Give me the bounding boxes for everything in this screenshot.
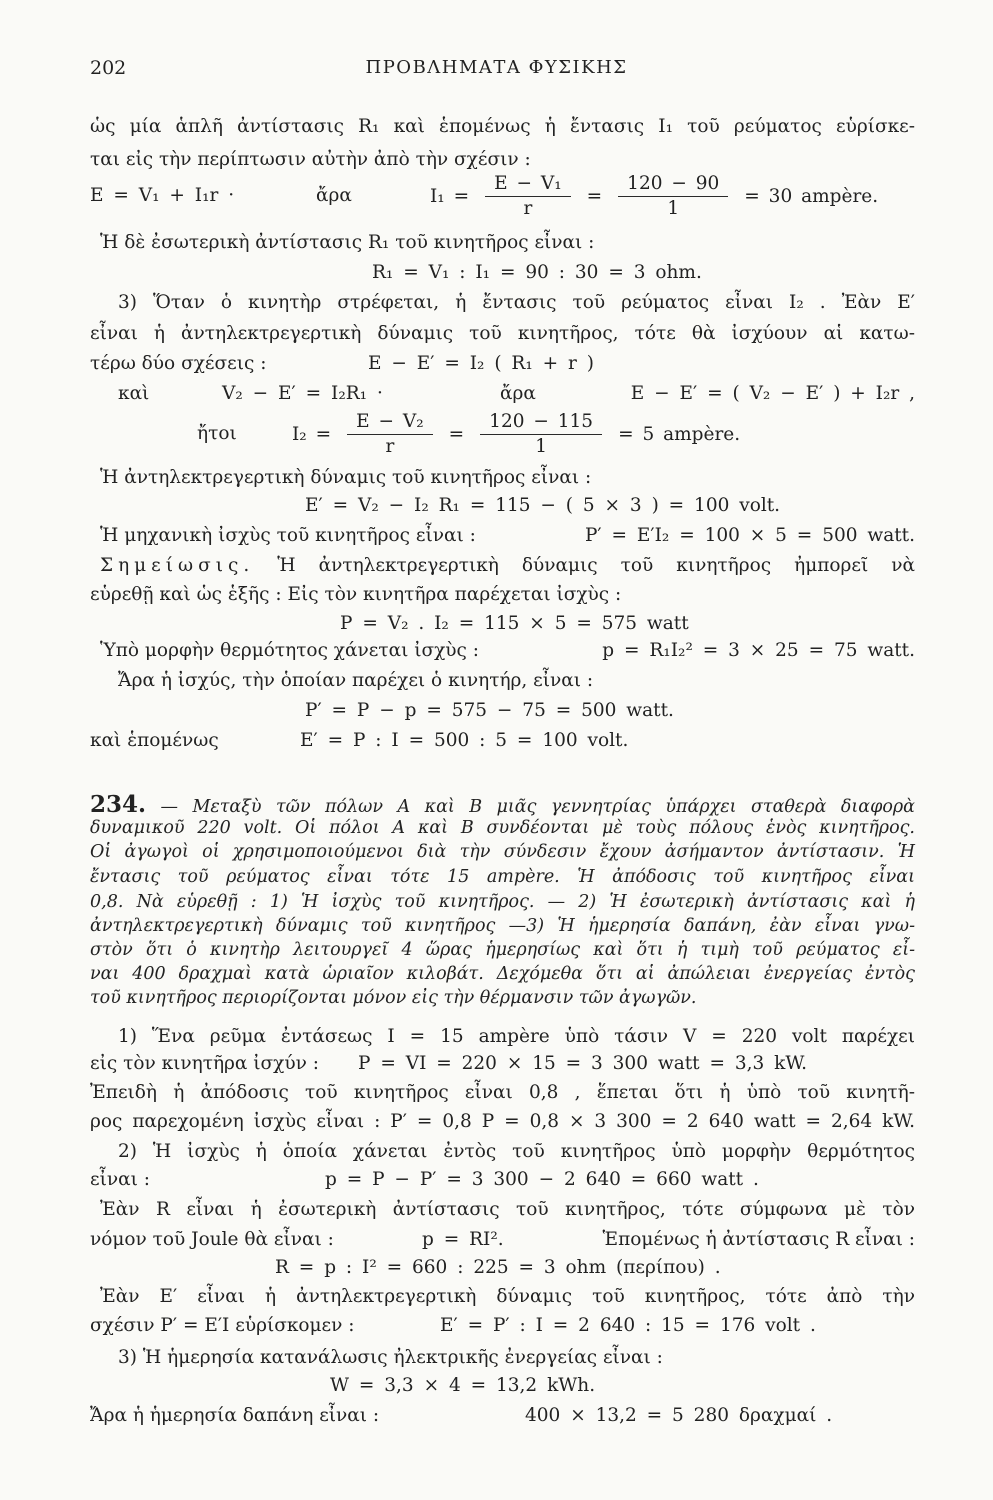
connector-word: ἄρα: [500, 383, 536, 404]
text-line: Ὑπὸ μορφὴν θερμότητος χάνεται ἰσχὺς :: [100, 640, 480, 661]
page-number: 202: [90, 57, 127, 79]
equation: p = P − P′ = 3 300 − 2 640 = 660 watt .: [325, 1169, 759, 1190]
problem-statement-line: Οἱ ἀγωγοὶ οἱ χρησιμοποιούμενοι διὰ τὴν σύνδεσιν ἔχουν ἀσήμαντον ἀντίστασιν. Ἡ: [90, 842, 915, 862]
equation: R = p : I² = 660 : 225 = 3 ohm (περίπου) .: [275, 1257, 721, 1278]
equation: P′ = P − p = 575 − 75 = 500 watt.: [305, 700, 674, 721]
equation: R₁ = V₁ : I₁ = 90 : 30 = 3 ohm.: [372, 262, 702, 283]
equation: E′ = V₂ − I₂ R₁ = 115 − ( 5 × 3 ) = 100 volt.: [305, 495, 781, 516]
problem-number: 234.: [90, 791, 147, 818]
problem-text: — Μεταξὺ τῶν πόλων A καὶ B μιᾶς γεννητρίας ὑπάρχει σταθερὰ διαφορὰ: [146, 797, 915, 817]
fraction-denominator: 1: [535, 435, 547, 457]
equation-line: [0, 171, 993, 221]
text-line: Ἐὰν R εἶναι ἡ ἐσωτερικὴ ἀντίστασις τοῦ κινητῆρος, τότε σύμφωνα μὲ τὸν: [100, 1199, 915, 1220]
equation: E − E′ = ( V₂ − E′ ) + I₂r ,: [630, 383, 915, 404]
equation: 400 × 13,2 = 5 280 δραχμαί .: [525, 1405, 833, 1426]
connector-word: ἄρα: [316, 185, 352, 206]
equation-result: = 30 ampère.: [744, 185, 879, 207]
note-label: Σημείωσις.: [100, 555, 255, 576]
text-line: εἶναι ἡ ἀντηλεκτρεγερτικὴ δύναμις τοῦ κινητῆρος, τότε θὰ ἰσχύουν αἱ κατω-: [90, 323, 915, 344]
equation: P = VI = 220 × 15 = 3 300 watt = 3,3 kW.: [358, 1053, 808, 1074]
text-line: νόμον τοῦ Joule θὰ εἶναι :: [90, 1229, 334, 1250]
fraction-denominator: 1: [667, 197, 680, 219]
text-line: Ἐπειδὴ ἡ ἀπόδοσις τοῦ κινητῆρος εἶναι 0,8 , ἕπεται ὅτι ἡ ὑπὸ τοῦ κινητῆ-: [90, 1082, 915, 1103]
text-line: τέρω δύο σχέσεις :: [90, 353, 267, 374]
text-line: ται εἰς τὴν περίπτωσιν αὐτὴν ἀπὸ τὴν σχέσιν :: [90, 149, 531, 170]
equals-sign: =: [586, 185, 603, 207]
running-title: ΠΡΟΒΛΗΜΑΤΑ ΦΥΣΙΚΗΣ: [365, 57, 628, 78]
equals-sign: =: [448, 423, 465, 445]
text-line: σχέσιν P′ = E′I εὑρίσκομεν :: [90, 1315, 355, 1336]
problem-statement-line: ἔντασις τοῦ ρεύματος εἶναι τότε 15 ampère. Ἡ ἀπόδοσις τοῦ κινητῆρος εἶναι: [90, 867, 915, 887]
equation-line: [0, 409, 993, 459]
text-line: Ἑπομένως ἡ ἀντίστασις R εἶναι :: [602, 1229, 915, 1250]
fraction-equation: [292, 409, 740, 459]
equation-variable: I₂ =: [292, 423, 332, 445]
equation: E′ = P : I = 500 : 5 = 100 volt.: [300, 730, 629, 751]
problem-statement-line: δυναμικοῦ 220 volt. Οἱ πόλοι A καὶ B συνδέονται μὲ τοὺς πόλους ἑνὸς κινητῆρος.: [90, 818, 915, 838]
connector-word: ἤτοι: [197, 423, 237, 444]
text-line: εἶναι :: [90, 1169, 150, 1190]
equation: E − E′ = I₂ ( R₁ + r ): [368, 353, 594, 374]
text-line: εὑρεθῇ καὶ ὡς ἑξῆς : Εἰς τὸν κινητῆρα παρέχεται ἰσχὺς :: [90, 584, 622, 605]
equation: W = 3,3 × 4 = 13,2 kWh.: [330, 1375, 596, 1396]
fraction: [485, 172, 571, 221]
fraction-numerator: E − V₁: [485, 172, 571, 197]
text-line: ρος παρεχομένη ἰσχὺς εἶναι : P′ = 0,8 P = 0,8 × 3 300 = 2 640 watt = 2,64 kW.: [90, 1111, 915, 1132]
fraction: [618, 172, 728, 221]
equation: P = V₂ . I₂ = 115 × 5 = 575 watt: [340, 613, 689, 634]
text-line: 2) Ἡ ἰσχὺς ἡ ὁποία χάνεται ἐντὸς τοῦ κινητῆρος ὑπὸ μορφὴν θερμότητος: [118, 1141, 915, 1162]
equation: p = RI².: [422, 1229, 504, 1250]
problem-statement-line: 0,8. Νὰ εὑρεθῇ : 1) Ἡ ἰσχὺς τοῦ κινητῆρος. — 2) Ἡ ἐσωτερικὴ ἀντίστασις καὶ ἡ: [90, 892, 915, 912]
equation: p = R₁I₂² = 3 × 25 = 75 watt.: [602, 640, 915, 661]
equation-result: = 5 ampère.: [618, 423, 741, 445]
fraction-numerator: E − V₂: [347, 410, 433, 435]
problem-statement-line: τοῦ κινητῆρος περιορίζονται μόνον εἰς τὴν θέρμανσιν τῶν ἀγωγῶν.: [90, 988, 697, 1008]
fraction: [347, 410, 433, 459]
text-line: εἰς τὸν κινητῆρα ἰσχύν :: [90, 1053, 319, 1074]
equation: E = V₁ + I₁r ·: [90, 185, 235, 206]
fraction-numerator: 120 − 115: [480, 410, 602, 435]
text-line: 3) Ἡ ἡμερησία κατανάλωσις ἠλεκτρικῆς ἐνεργείας εἶναι :: [118, 1347, 663, 1368]
problem-statement-line: ναι 400 δραχμαὶ κατὰ ὡριαῖον κιλοβάτ. Δεχόμεθα ὅτι αἱ ἀπώλειαι ἐνεργείας ἐντὸς: [90, 964, 915, 984]
text-line: ὡς μία ἁπλῆ ἀντίστασις R₁ καὶ ἑπομένως ἡ ἔντασις I₁ τοῦ ρεύματος εὑρίσκε-: [90, 116, 915, 137]
text-line: 1) Ἕνα ρεῦμα ἐντάσεως I = 15 ampère ὑπὸ τάσιν V = 220 volt παρέχει: [118, 1026, 915, 1047]
text-line: Ἄρα ἡ ἰσχύς, τὴν ὁποίαν παρέχει ὁ κινητήρ, εἶναι :: [118, 670, 594, 691]
problem-statement-line: ἀντηλεκτρεγερτικὴ δύναμις τοῦ κινητῆρος —3) Ἡ ἡμερησία δαπάνη, ἐὰν εἶναι γνω-: [90, 916, 915, 936]
text-line: Ἡ μηχανικὴ ἰσχὺς τοῦ κινητῆρος εἶναι :: [100, 525, 476, 546]
fraction-denominator: r: [385, 435, 395, 457]
equation: P′ = E′I₂ = 100 × 5 = 500 watt.: [584, 525, 915, 546]
equation: V₂ − E′ = I₂R₁ ·: [222, 383, 383, 404]
text-line: Ἄρα ἡ ἡμερησία δαπάνη εἶναι :: [90, 1405, 380, 1426]
text-line: Ἡ ἀντηλεκτρεγερτικὴ δύναμις τοῦ κινητῆρος εἶναι :: [100, 467, 592, 488]
text-line: Ἐὰν E′ εἶναι ἡ ἀντηλεκτρεγερτικὴ δύναμις τοῦ κινητῆρος, τότε ἀπὸ τὴν: [100, 1286, 915, 1307]
fraction: [480, 410, 602, 459]
text-line: 3) Ὅταν ὁ κινητὴρ στρέφεται, ἡ ἔντασις τοῦ ρεύματος εἶναι I₂ . Ἐὰν E′: [118, 292, 915, 313]
equation: E′ = P′ : I = 2 640 : 15 = 176 volt .: [440, 1315, 816, 1336]
problem-statement-line: στὸν ὅτι ὁ κινητὴρ λειτουργεῖ 4 ὥρας ἡμερησίως καὶ ὅτι ἡ τιμὴ τοῦ ρεύματος εἶ-: [90, 940, 915, 960]
fraction-equation: [430, 171, 878, 221]
text-line: καὶ ἑπομένως: [90, 730, 219, 751]
text-line: [100, 551, 915, 581]
text-line: Ἡ δὲ ἐσωτερικὴ ἀντίστασις R₁ τοῦ κινητῆρος εἶναι :: [100, 232, 595, 253]
connector-word: καὶ: [118, 383, 150, 404]
equation-variable: I₁ =: [430, 185, 470, 207]
note-text: Ἡ ἀντηλεκτρεγερτικὴ δύναμις τοῦ κινητῆρος ἠμπορεῖ νὰ: [277, 555, 915, 576]
fraction-denominator: r: [523, 197, 533, 219]
fraction-numerator: 120 − 90: [618, 172, 728, 197]
